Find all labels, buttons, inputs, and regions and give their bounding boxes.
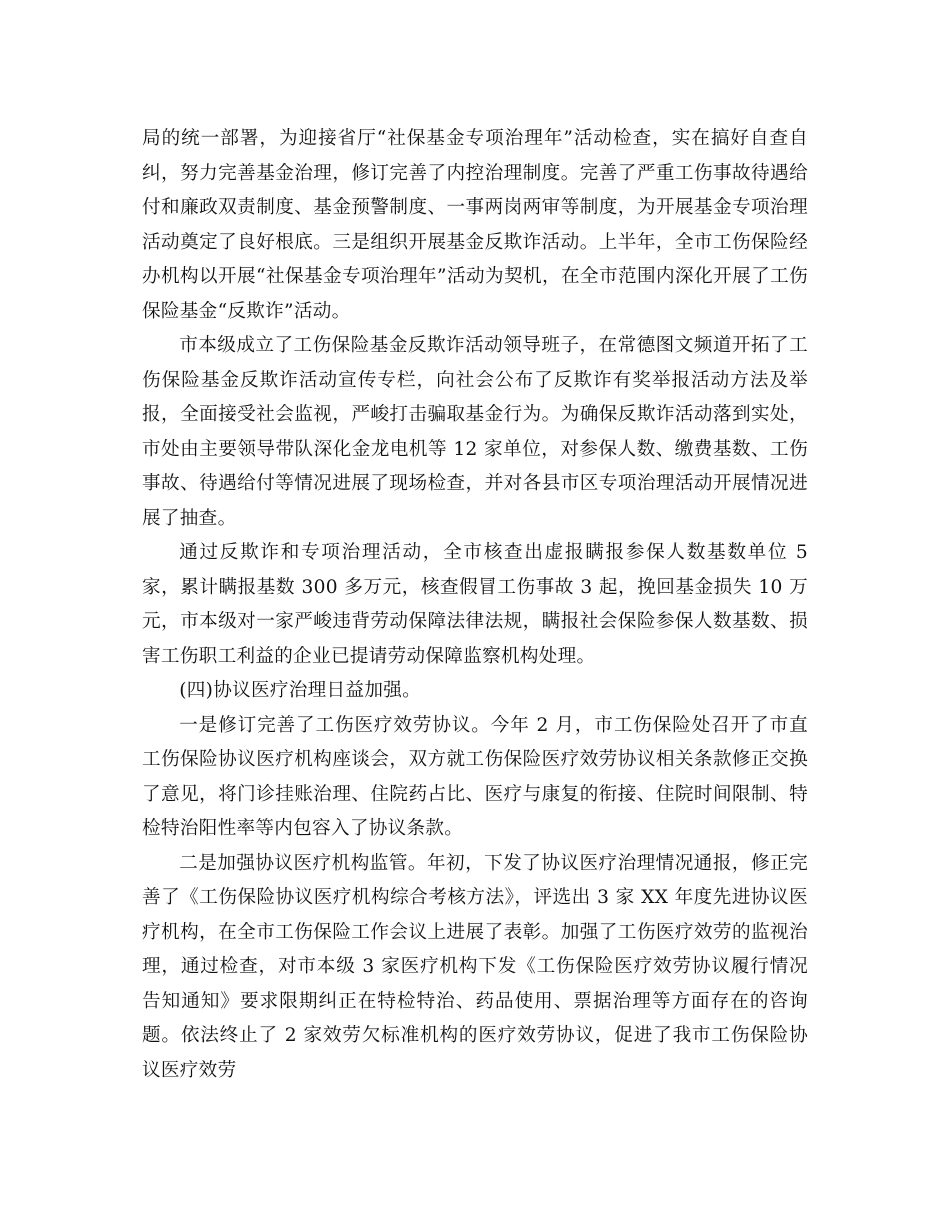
document-body	[142, 122, 808, 1088]
paragraph-5: 二是加强协议医疗机构监管。年初，下发了协议医疗治理情况通报，修正完善了《工伤保险协议医疗机构综合考核方法》，评选出 3 家 XX 年度先进协议医疗机构，在全市工伤保险工作会议上进展了表彰。加强了工伤医疗效劳的监视治理，通过检查，对市本级 3 家医疗机构下发《工伤保险医疗效劳协议履行情况告知通知》要求限期纠正在特检特治、药品使用、票据治理等方面存在的咨询题。依法终止了 2 家效劳欠标准机构的医疗效劳协议，促进了我市工伤保险协议医疗效劳	[142, 852, 808, 1081]
paragraph-2: 市本级成立了工伤保险基金反欺诈活动领导班子，在常德图文频道开拓了工伤保险基金反欺诈活动宣传专栏，向社会公布了反欺诈有奖举报活动方法及举报，全面接受社会监视，严峻打击骗取基金行为。为确保反欺诈活动落到实处，市处由主要领导带队深化金龙电机等 12 家单位，对参保人数、缴费基数、工伤事故、待遇给付等情况进展了现场检查，并对各县市区专项治理活动开展情况进展了抽查。	[142, 335, 808, 529]
paragraph-1: 局的统一部署，为迎接省厅“社保基金专项治理年”活动检查，实在搞好自查自纠，努力完善基金治理，修订完善了内控治理制度。完善了严重工伤事故待遇给付和廉政双责制度、基金预警制度、一事两岗两审等制度，为开展基金专项治理活动奠定了良好根底。三是组织开展基金反欺诈活动。上半年，全市工伤保险经办机构以开展“社保基金专项治理年”活动为契机，在全市范围内深化开展了工伤保险基金“反欺诈”活动。	[142, 128, 808, 322]
section-heading: (四)协议医疗治理日益加强。	[179, 680, 422, 701]
paragraph-4: 一是修订完善了工伤医疗效劳协议。今年 2 月，市工伤保险处召开了市直工伤保险协议医疗机构座谈会，双方就工伤保险医疗效劳协议相关条款修正交换了意见，将门诊挂账治理、住院药占比、医疗与康复的衔接、住院时间限制、特检特治阳性率等内包容入了协议条款。	[142, 714, 808, 839]
paragraph-3: 通过反欺诈和专项治理活动，全市核查出虚报瞒报参保人数基数单位 5 家，累计瞒报基数 300 多万元，核查假冒工伤事故 3 起，挽回基金损失 10 万元，市本级对一家严峻违背劳动保障法律法规，瞒报社会保险参保人数基数、损害工伤职工利益的企业已提请劳动保障监察机构处理。	[142, 542, 808, 667]
